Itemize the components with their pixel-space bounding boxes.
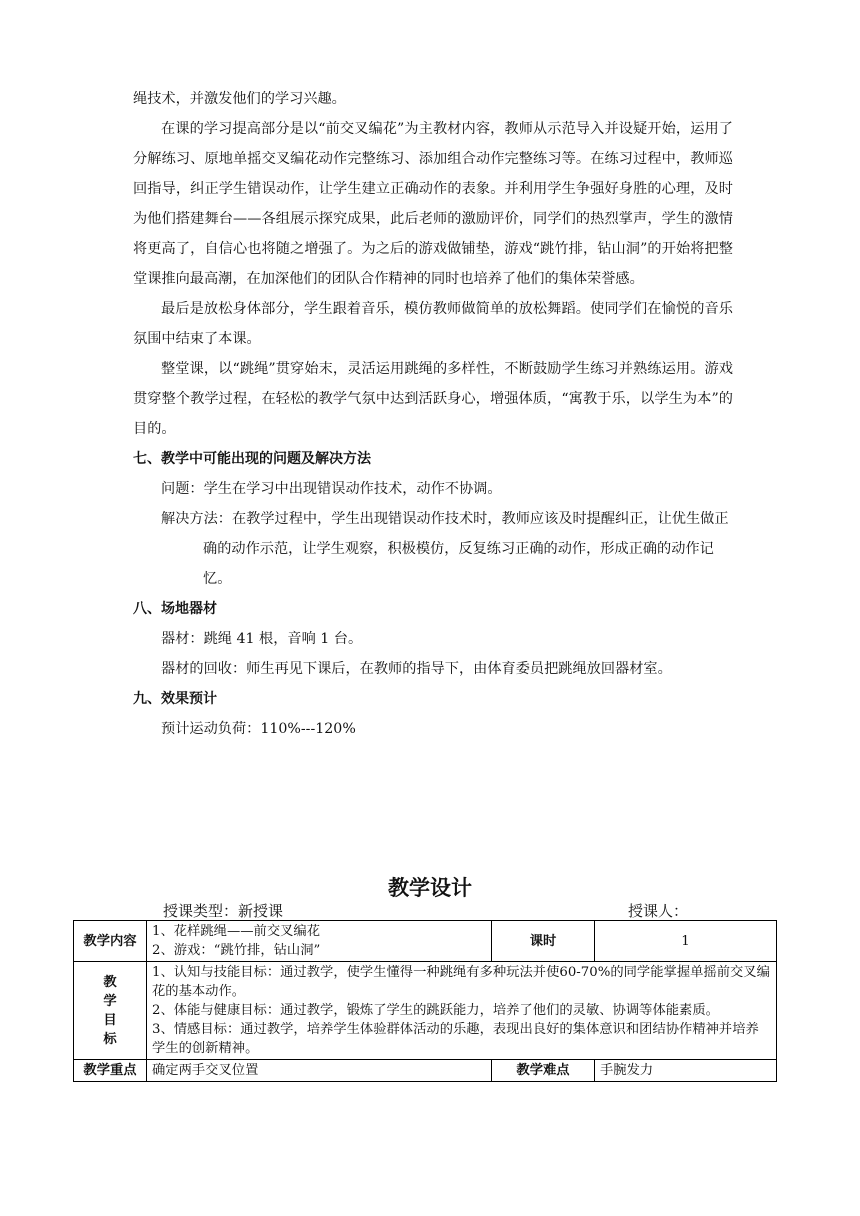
content-label: 教学内容 — [74, 921, 147, 962]
content-line-1: 1、花样跳绳——前交叉编花 — [152, 924, 321, 939]
goal-1: 1、认知与技能目标：通过教学，使学生懂得一种跳绳有多种玩法并使60-70%的同学能掌握单摇前交叉编花的基本动作。 — [152, 965, 770, 999]
section8-heading: 八、场地器材 — [133, 601, 217, 617]
goals-label: 教学目标 — [74, 962, 147, 1060]
section9-heading: 九、效果预计 — [133, 691, 217, 707]
teacher-label: 授课人： — [628, 902, 689, 920]
load-text: 预计运动负荷：110%---120% — [161, 721, 356, 737]
key-value: 确定两手交叉位置 — [147, 1060, 492, 1082]
recycle-text: 器材的回收：师生再见下课后，在教师的指导下，由体育委员把跳绳放回器材室。 — [161, 661, 672, 677]
section7-heading: 七、教学中可能出现的问题及解决方法 — [133, 451, 371, 467]
difficulty-value: 手腕发力 — [595, 1060, 777, 1082]
key-label: 教学重点 — [74, 1060, 147, 1082]
design-table — [73, 920, 777, 1082]
paragraph-continuation: 绳技术，并激发他们的学习兴趣。 — [133, 91, 346, 107]
solution-text: 解决方法：在教学过程中，学生出现错误动作技术时，教师应该及时提醒纠正，让优生做正确的动作示范，让学生观察，积极模仿，反复练习正确的动作，形成正确的动作记忆。 — [161, 511, 729, 587]
equipment-text: 器材：跳绳 41 根，音响 1 台。 — [161, 631, 363, 647]
problem-text: 问题：学生在学习中出现错误动作技术，动作不协调。 — [161, 481, 502, 497]
goal-3: 3、情感目标：通过教学，培养学生体验群体活动的乐趣，表现出良好的集体意识和团结协作精神并培养学生的创新精神。 — [152, 1022, 759, 1056]
paragraph-summary: 整堂课，以“跳绳”贯穿始末，灵活运用跳绳的多样性，不断鼓励学生练习并熟练运用。游戏贯穿整个教学过程，在轻松的教学气氛中达到活跃身心，增强体质，“寓教于乐，以学生为本”的目的。 — [133, 361, 733, 437]
difficulty-label: 教学难点 — [492, 1060, 595, 1082]
key-row — [74, 1060, 777, 1082]
lesson-type: 授课类型：新授课 — [163, 902, 284, 920]
paragraph-improvement: 在课的学习提高部分是以“前交叉编花”为主教材内容，教师从示范导入并设疑开始，运用了分解练习、原地单摇交叉编花动作完整练习、添加组合动作完整练习等。在练习过程中，教师巡回指导，纠正学生错误动作，让学生建立正确动作的表象。并利用学生争强好身胜的心理，及时为他们搭建舞台——各组展示探究成果，此后老师的激励评价，同学们的热烈掌声，学生的激情将更高了，自信心也将随之增强了。为之后的游戏做铺垫，游戏“跳竹排，钻山洞”的开始将把整堂课推向最高潮，在加深他们的团队合作精神的同时也培养了他们的集体荣誉感。 — [133, 121, 733, 287]
hours-value: 1 — [595, 921, 777, 962]
content-cell — [147, 921, 492, 962]
paragraph-relaxation: 最后是放松身体部分，学生跟着音乐，模仿教师做简单的放松舞蹈。使同学们在愉悦的音乐氛围中结束了本课。 — [133, 301, 733, 347]
design-title: 教学设计 — [388, 876, 472, 900]
body-text — [133, 84, 733, 744]
goals-row — [74, 962, 777, 1060]
content-line-2: 2、游戏：“跳竹排，钻山洞” — [152, 943, 321, 958]
hours-label: 课时 — [492, 921, 595, 962]
goals-cell — [147, 962, 777, 1060]
goal-2: 2、体能与健康目标：通过教学，锻炼了学生的跳跃能力，培养了他们的灵敏、协调等体能素质。 — [152, 1003, 719, 1018]
content-row — [74, 921, 777, 962]
